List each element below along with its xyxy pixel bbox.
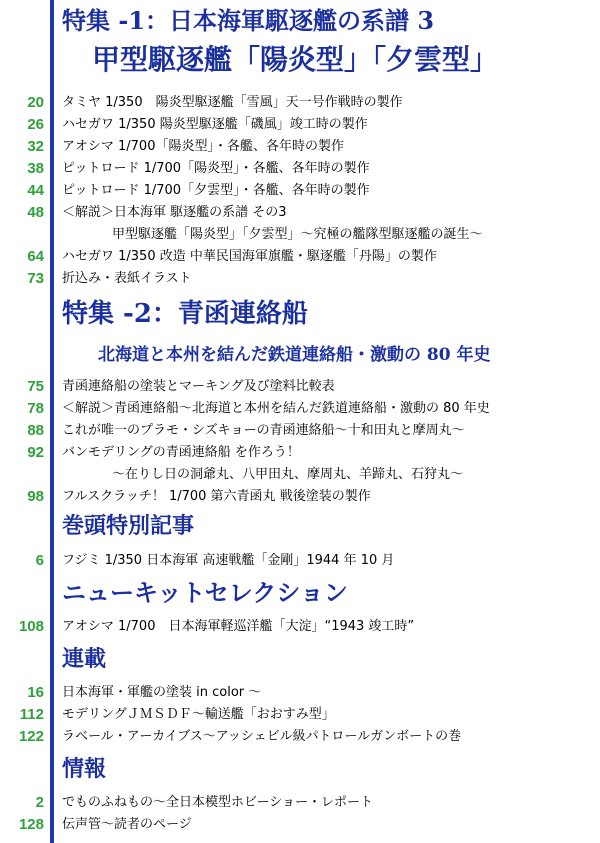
- toc-entry: モデリングＪＭＳＤＦ〜輸送艦「おおすみ型」: [62, 707, 335, 722]
- toc-entry: でものふねもの〜全日本模型ホビーショー・レポート: [62, 795, 373, 810]
- toc-entry: アオシマ 1/700 日本海軍軽巡洋艦「大淀」“1943 竣工時”: [62, 619, 415, 634]
- section-3-title: 巻頭特別記事: [62, 514, 195, 539]
- page-number: 64: [27, 248, 44, 265]
- toc-entry: 伝声管〜読者のページ: [62, 817, 192, 832]
- page-number: 48: [27, 204, 44, 221]
- section-2-subtitle: 北海道と本州を結んだ鉄道連絡船・激動の 80 年史: [98, 345, 491, 365]
- page-number: 26: [27, 116, 44, 133]
- toc-entry: フルスクラッチ！ 1/700 第六青函丸 戦後塗装の製作: [62, 489, 371, 504]
- toc-entry: ピットロード 1/700「陽炎型」・各艦、各年時の製作: [62, 161, 370, 176]
- page-number: 75: [27, 378, 44, 395]
- page-number: 128: [18, 816, 44, 833]
- toc-entry: ＜解説＞日本海軍 駆逐艦の系譜 その3: [62, 205, 287, 220]
- page-number: 88: [27, 422, 44, 439]
- page-number: 108: [18, 618, 44, 635]
- page-number: 32: [27, 138, 44, 155]
- toc-entry: フジミ 1/350 日本海軍 高速戦艦「金剛」1944 年 10 月: [62, 553, 395, 568]
- toc-entry: ＜解説＞青函連絡船〜北海道と本州を結んだ鉄道連絡船・激動の 80 年史: [62, 401, 490, 416]
- section-5-title: 連載: [62, 647, 107, 672]
- toc-entry: アオシマ 1/700「陽炎型」・各艦、各年時の製作: [62, 139, 344, 154]
- page-number: 78: [27, 400, 44, 417]
- page-number: 38: [27, 160, 44, 177]
- vertical-divider: [50, 0, 54, 843]
- toc-entry: タミヤ 1/350 陽炎型駆逐艦「雪風」天一号作戦時の製作: [62, 95, 403, 110]
- page-number: 16: [27, 684, 44, 701]
- toc-entry: ピットロード 1/700「夕雲型」・各艦、各年時の製作: [62, 183, 370, 198]
- page-number: 20: [27, 94, 44, 111]
- page-number: 122: [18, 728, 44, 745]
- toc-entry-continuation: 〜在りし日の洞爺丸、八甲田丸、摩周丸、羊蹄丸、石狩丸〜: [112, 467, 464, 482]
- page-number: 44: [27, 182, 44, 199]
- section-1-subtitle: 甲型駆逐艦「陽炎型」「夕雲型」: [92, 43, 499, 76]
- toc-entry: ハセガワ 1/350 改造 中華民国海軍旗艦・駆逐艦「丹陽」の製作: [62, 249, 437, 264]
- page-number: 92: [27, 444, 44, 461]
- section-1-title: 特集 -1：日本海軍駆逐艦の系譜 3: [62, 6, 435, 35]
- toc-entry: 日本海軍・軍艦の塗装 in color 〜: [62, 685, 262, 700]
- section-2-title: 特集 -2：青函連絡船: [62, 299, 308, 329]
- page-number: 112: [19, 706, 44, 723]
- toc-entry-continuation: 甲型駆逐艦「陽炎型」「夕雲型」〜究極の艦隊型駆逐艦の誕生〜: [112, 227, 483, 242]
- section-6-title: 情報: [62, 757, 107, 782]
- toc-entry: これが唯一のプラモ・シズキョーの青函連絡船〜十和田丸と摩周丸〜: [62, 423, 465, 438]
- toc-entry: バンモデリングの青函連絡船 を作ろう！: [62, 445, 300, 460]
- page-number: 2: [35, 794, 44, 811]
- toc-entry: 折込み・表紙イラスト: [62, 271, 192, 286]
- page-number: 73: [27, 270, 44, 287]
- section-4-title: ニューキットセレクション: [62, 579, 348, 607]
- toc-entry: ラベール・アーカイブス〜アッシェビル級パトロールガンボートの巻: [62, 729, 462, 744]
- page-number: 98: [27, 488, 44, 505]
- toc-entry: 青函連絡船の塗装とマーキング及び塗料比較表: [62, 379, 335, 394]
- page-number: 6: [35, 552, 44, 569]
- toc-entry: ハセガワ 1/350 陽炎型駆逐艦「磯風」竣工時の製作: [62, 117, 368, 132]
